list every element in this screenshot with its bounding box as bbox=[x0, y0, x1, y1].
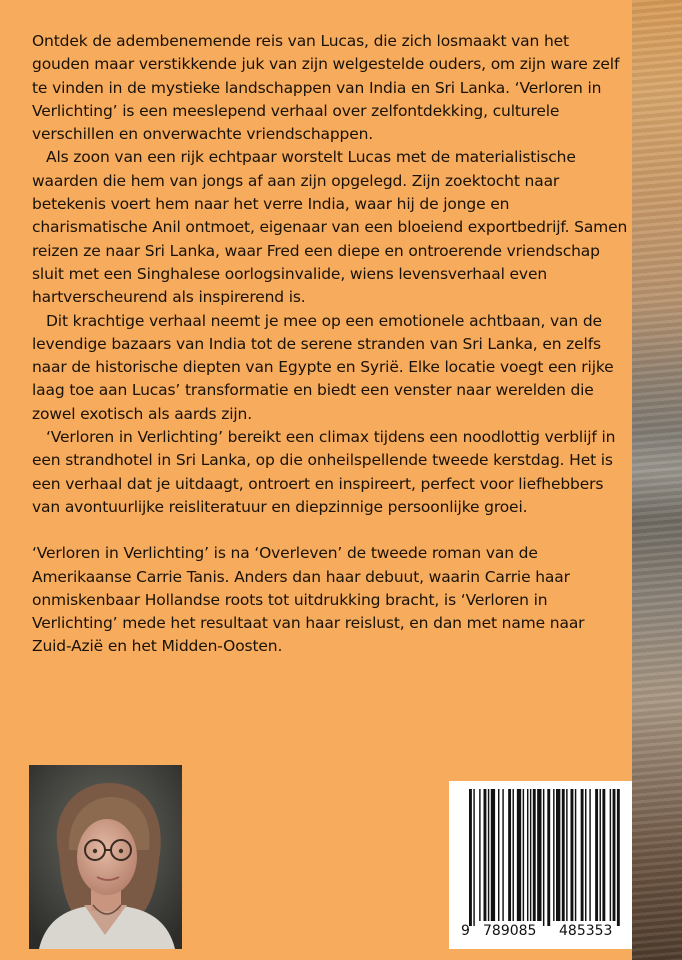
barcode-bar bbox=[488, 789, 489, 921]
barcode-bar bbox=[581, 789, 584, 921]
blurb-text bbox=[32, 30, 628, 659]
barcode-bar bbox=[491, 789, 495, 921]
barcode-bar bbox=[589, 789, 590, 921]
blurb-paragraph-journey: Dit krachtige verhaal neemt je mee op een emotionele achtbaan, van de levendige bazaars van India tot de serene stranden van Sri Lanka, en zelfs naar de historische diepten van Egypte en Syrië. Elke locatie voegt een rijke laag toe aan Lucas’ transformatie en biedt een venster naar werelden die zowel exotisch als aards zijn. bbox=[32, 311, 614, 423]
barcode-bar bbox=[530, 789, 531, 921]
barcode-bar bbox=[523, 789, 524, 921]
isbn-digits-left: 789085 bbox=[483, 923, 537, 939]
barcode-bar bbox=[553, 789, 554, 921]
barcode-bar bbox=[610, 789, 611, 921]
author-paragraph: ‘Verloren in Verlichting’ is na ‘Overleven’ de tweede roman van de Amerikaanse Carrie Tanis. Anders dan haar debuut, waarin Carrie haar onmiskenbaar Hollandse roots tot uitdrukking bracht, is ‘Verloren in Verlichting’ mede het resultaat van haar reislust, en dan met name naar Zuid-Azië en het Midden-Oosten. bbox=[32, 544, 585, 656]
barcode-bar bbox=[595, 789, 598, 921]
barcode-bar bbox=[602, 789, 605, 921]
barcode-bar bbox=[484, 789, 487, 921]
barcode-bar bbox=[479, 789, 480, 921]
barcode-bar bbox=[556, 789, 560, 921]
barcode-bar bbox=[543, 789, 544, 926]
barcode-bar bbox=[600, 789, 601, 921]
barcode-bar bbox=[613, 789, 616, 921]
barcode-bar bbox=[533, 789, 536, 921]
barcode-bar bbox=[566, 789, 567, 921]
barcode-bar bbox=[547, 789, 550, 926]
barcode-bar bbox=[473, 789, 474, 926]
barcode-bar bbox=[508, 789, 511, 921]
barcode-bar bbox=[575, 789, 576, 921]
barcode-bar bbox=[502, 789, 503, 921]
barcode-bar bbox=[469, 789, 472, 926]
blurb-paragraph-intro: Ontdek de adembenemende reis van Lucas, die zich losmaakt van het gouden maar verstikkende juk van zijn welgestelde ouders, om zijn ware zelf te vinden in de mystieke landschappen van India en Sri Lanka. ‘Verloren in Verlichting’ is een meeslepend verhaal over zelfontdekking, culturele verschillen en onverwachte vriendschappen. bbox=[32, 32, 620, 144]
isbn-barcode bbox=[449, 781, 632, 949]
barcode-bar bbox=[537, 789, 541, 921]
blurb-paragraph-lucas: Als zoon van een rijk echtpaar worstelt Lucas met de materialistische waarden die hem van jongs af aan zijn opgelegd. Zijn zoektocht naar betekenis voert hem naar het verre India, waar hij de jonge en charismatische Anil ontmoet, eigenaar van een bloeiend exportbedrijf. Samen reizen ze naar Sri Lanka, waar Fred een diepe en ontroerende vriendschap sluit met een Singhalese oorlogsinvalide, wiens levensverhaal even hartverscheurend als inspirerend is. bbox=[32, 148, 628, 307]
barcode-bar bbox=[585, 789, 586, 921]
barcode-bars bbox=[449, 781, 632, 926]
author-portrait bbox=[29, 765, 182, 949]
isbn-number bbox=[449, 923, 632, 943]
isbn-digits-right: 485353 bbox=[559, 923, 613, 939]
barcode-bar bbox=[527, 789, 528, 921]
beach-photo-edge bbox=[632, 0, 682, 960]
barcode-bar bbox=[498, 789, 499, 921]
isbn-digit-prefix: 9 bbox=[461, 923, 470, 939]
barcode-bar bbox=[617, 789, 620, 926]
barcode-bar bbox=[571, 789, 574, 921]
barcode-bar bbox=[513, 789, 514, 921]
blurb-paragraph-climax: ‘Verloren in Verlichting’ bereikt een climax tijdens een noodlottig verblijf in een strandhotel in Sri Lanka, op die onheilspellende tweede kerstdag. Het is een verhaal dat je uitdaagt, ontroert en inspireert, perfect voor liefhebbers van avontuurlijke reisliteratuur en diepzinnige persoonlijke groei. bbox=[32, 428, 616, 516]
barcode-bar bbox=[562, 789, 565, 921]
barcode-bar bbox=[517, 789, 521, 921]
